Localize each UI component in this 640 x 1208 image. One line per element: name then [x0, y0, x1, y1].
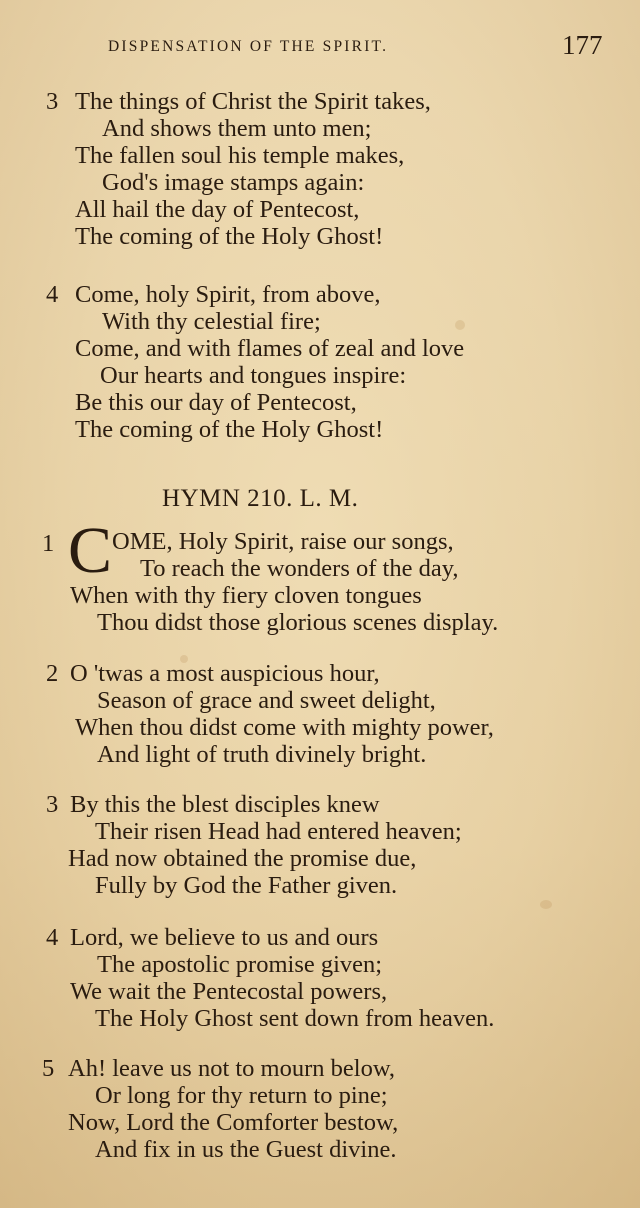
verse-line: With thy celestial fire; — [102, 308, 321, 335]
verse-line: Come, holy Spirit, from above, — [75, 281, 381, 308]
verse-line: The Holy Ghost sent down from heaven. — [95, 1005, 495, 1032]
verse-line: God's image stamps again: — [102, 169, 365, 196]
stanza-number: 3 — [46, 791, 59, 818]
verse-line: Or long for thy return to pine; — [95, 1082, 388, 1109]
verse-line: Fully by God the Father given. — [95, 872, 398, 899]
foxing-spot — [540, 900, 552, 909]
verse-line: When thou didst come with mighty power, — [75, 714, 494, 741]
running-head: DISPENSATION OF THE SPIRIT. — [108, 38, 389, 55]
verse-line: Come, and with flames of zeal and love — [75, 335, 465, 362]
verse-line: Now, Lord the Comforter bestow, — [68, 1109, 399, 1136]
verse-line: To reach the wonders of the day, — [140, 555, 459, 582]
stanza-number: 2 — [46, 660, 59, 687]
drop-cap: C — [68, 514, 113, 587]
page-number: 177 — [562, 30, 603, 60]
verse-line: Thou didst those glorious scenes display. — [97, 609, 499, 636]
stanza-number: 4 — [46, 281, 59, 308]
verse-line: When with thy fiery cloven tongues — [70, 582, 422, 609]
verse-line: All hail the day of Pentecost, — [75, 196, 360, 223]
verse-line: By this the blest disciples knew — [70, 791, 380, 818]
stanza-number: 5 — [42, 1055, 55, 1082]
verse-line: And shows them unto men; — [102, 115, 372, 142]
hymn-title: HYMN 210. L. M. — [162, 485, 359, 512]
verse-line: We wait the Pentecostal powers, — [70, 978, 388, 1005]
verse-line: Season of grace and sweet delight, — [97, 687, 436, 714]
verse-line: Their risen Head had entered heaven; — [95, 818, 462, 845]
verse-line: Our hearts and tongues inspire: — [100, 362, 407, 389]
verse-line: The coming of the Holy Ghost! — [75, 223, 384, 250]
verse-line: The coming of the Holy Ghost! — [75, 416, 384, 443]
verse-line: Had now obtained the promise due, — [68, 845, 417, 872]
verse-line: The fallen soul his temple makes, — [75, 142, 405, 169]
verse-line: The things of Christ the Spirit takes, — [75, 88, 431, 115]
verse-line: Lord, we believe to us and ours — [70, 924, 379, 951]
stanza-number: 1 — [42, 530, 55, 557]
verse-line: And fix in us the Guest divine. — [95, 1136, 397, 1163]
verse-line: The apostolic promise given; — [97, 951, 383, 978]
verse-line: Be this our day of Pentecost, — [75, 389, 357, 416]
verse-line: And light of truth divinely bright. — [97, 741, 427, 768]
verse-line: Ah! leave us not to mourn below, — [68, 1055, 396, 1082]
foxing-spot — [455, 320, 465, 330]
stanza-number: 3 — [46, 88, 59, 115]
stanza-number: 4 — [46, 924, 59, 951]
verse-line: OME, Holy Spirit, raise our songs, — [112, 528, 454, 555]
verse-line: O 'twas a most auspicious hour, — [70, 660, 380, 687]
